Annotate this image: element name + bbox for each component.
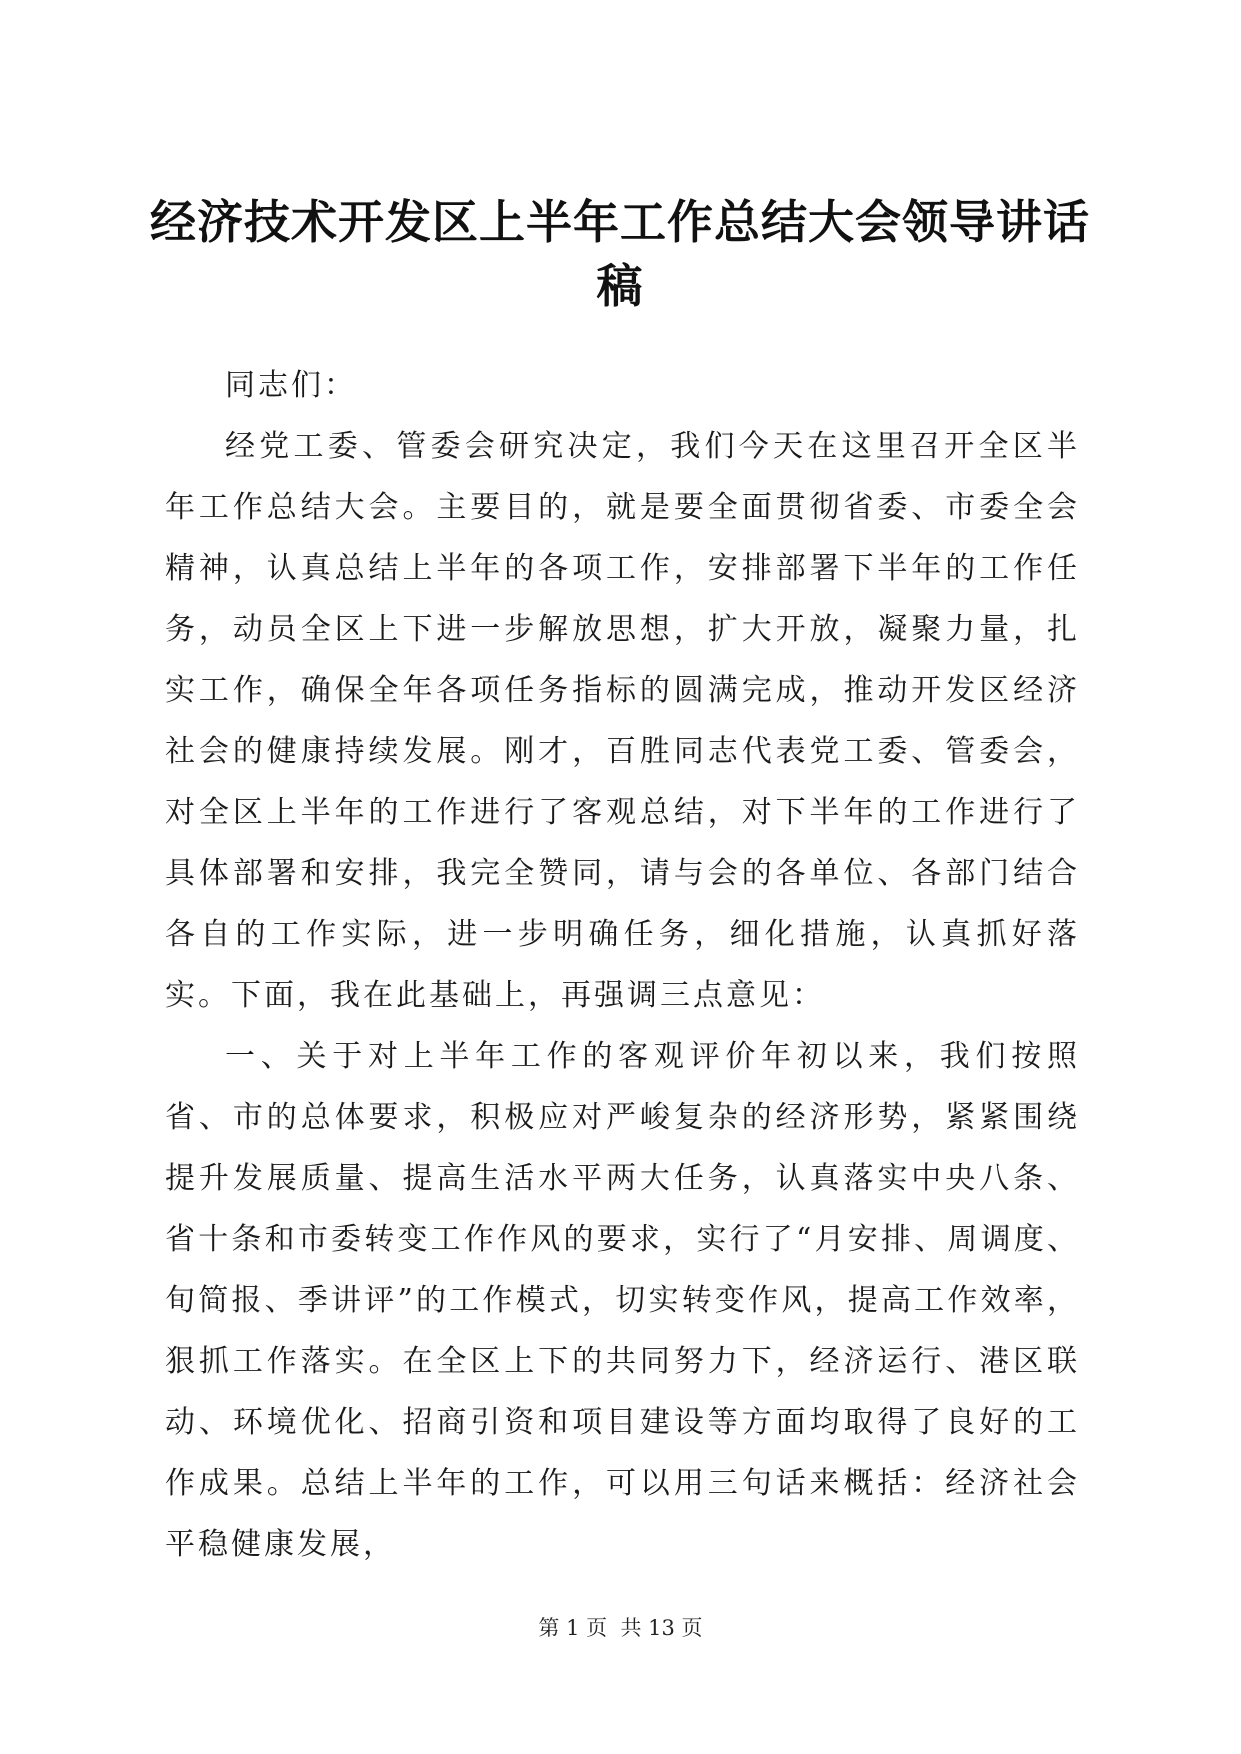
page-footer — [0, 1614, 1241, 1642]
salutation-paragraph: 同志们： — [225, 368, 357, 403]
intro-paragraph: 经党工委、管委会研究决定，我们今天在这里召开全区半年工作总结大会。主要目的，就是要全面贯彻省委、市委全会精神，认真总结上半年的各项工作，安排部署下半年的工作任务，动员全区上下进一步解放思想，扩大开放，凝聚力量，扎实工作，确保全年各项任务指标的圆满完成，推动开发区经济社会的健康持续发展。刚才，百胜同志代表党工委、管委会，对全区上半年的工作进行了客观总结，对下半年的工作进行了具体部署和安排，我完全赞同，请与会的各单位、各部门结合各自的工作实际，进一步明确任务，细化措施，认真抓好落实。下面，我在此基础上，再强调三点意见： — [165, 429, 1080, 1013]
page-number-label: 第 1 页 共 13 页 — [538, 1616, 703, 1640]
section-one-paragraph: 一、关于对上半年工作的客观评价年初以来，我们按照省、市的总体要求，积极应对严峻复杂的经济形势，紧紧围绕提升发展质量、提高生活水平两大任务，认真落实中央八条、省十条和市委转变工作作风的要求，实行了“月安排、周调度、旬简报、季讲评”的工作模式，切实转变作风，提高工作效率，狠抓工作落实。在全区上下的共同努力下，经济运行、港区联动、环境优化、招商引资和项目建设等方面均取得了良好的工作成果。总结上半年的工作，可以用三句话来概括：经济社会平稳健康发展， — [165, 1039, 1080, 1562]
document-title: 经济技术开发区上半年工作总结大会领导讲话稿 — [150, 195, 1090, 313]
document-body — [165, 355, 1080, 1575]
